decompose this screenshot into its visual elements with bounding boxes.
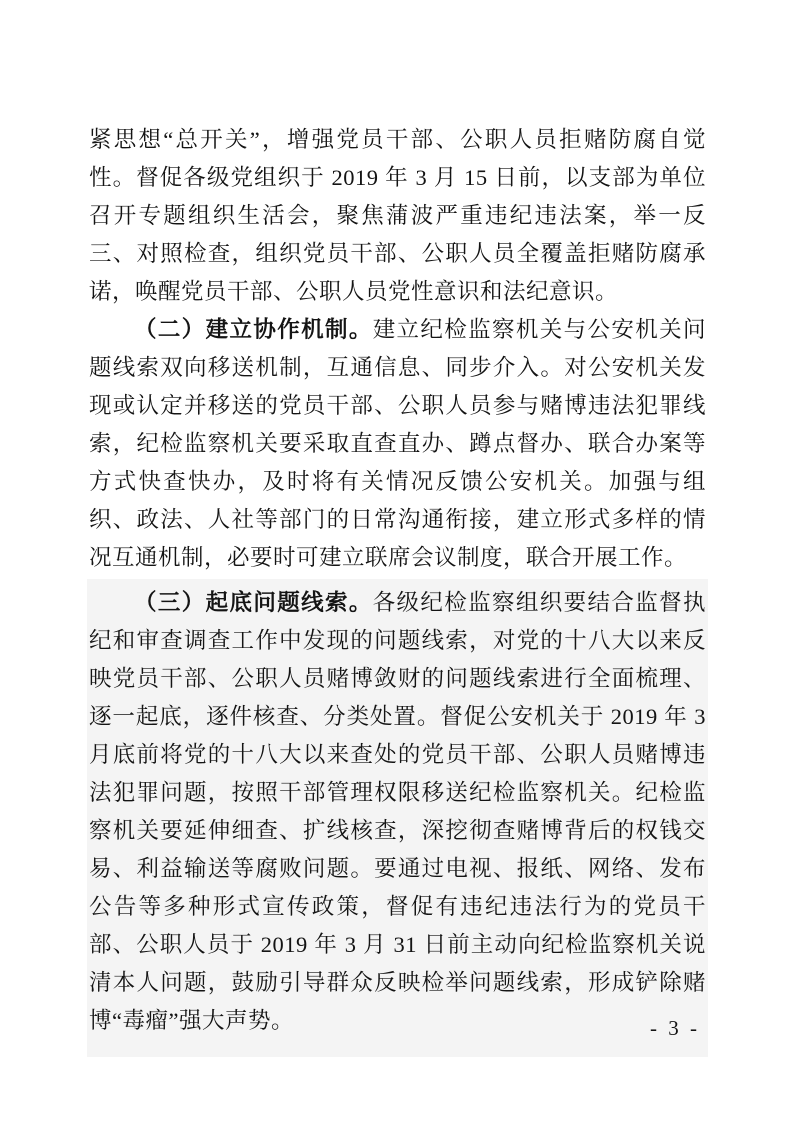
section-2-heading: （二）建立协作机制。 — [134, 317, 373, 342]
paragraph-text: 建立纪检监察机关与公安机关问题线索双向移送机制，互通信息、同步介入。对公安机关发现或认定并移送的党员干部、公职人员参与赌博违法犯罪线索，纪检监察机关要采取直查直办、蹲点督办、联合办案等方式快查快办，及时将有关情况反馈公安机关。加强与组织、政法、人社等部门的日常沟通衔接，建立形式多样的情况互通机制，必要时可建立联席会议制度，联合开展工作。 — [89, 317, 706, 570]
page-number: - 3 - — [650, 1016, 700, 1040]
section-3-heading: （三）起底问题线索。 — [134, 590, 373, 615]
paragraph-section-2 — [89, 311, 706, 577]
document-body — [89, 121, 706, 1057]
paragraph-text: 紧思想“总开关”，增强党员干部、公职人员拒赌防腐自觉性。督促各级党组织于 2019 年 3 月 15 日前，以支部为单位召开专题组织生活会，聚焦蒲波严重违纪违法案，举一反三、对照检查，组织党员干部、公职人员全覆盖拒赌防腐承诺，唤醒党员干部、公职人员党性意识和法纪意识。 — [89, 127, 706, 304]
paragraph-continuation — [89, 121, 706, 311]
paragraph-text: 各级纪检监察组织要结合监督执纪和审查调查工作中发现的问题线索，对党的十八大以来反映党员干部、公职人员赌博敛财的问题线索进行全面梳理、逐一起底，逐件核查、分类处置。督促公安机关于 2019 年 3 月底前将党的十八大以来查处的党员干部、公职人员赌博违法犯罪问题，按照干部管理权限移送纪检监察机关。纪检监察机关要延伸细查、扩线核查，深挖彻查赌博背后的权钱交易、利益输送等腐败问题。要通过电视、报纸、网络、发布公告等多种形式宣传政策，督促有违纪违法行为的党员干部、公职人员于 2019 年 3 月 31 日前主动向纪检监察机关说清本人问题，鼓励引导群众反映检举问题线索，形成铲除赌博“毒瘤”强大声势。 — [89, 590, 706, 1033]
paragraph-section-3 — [87, 579, 708, 1057]
